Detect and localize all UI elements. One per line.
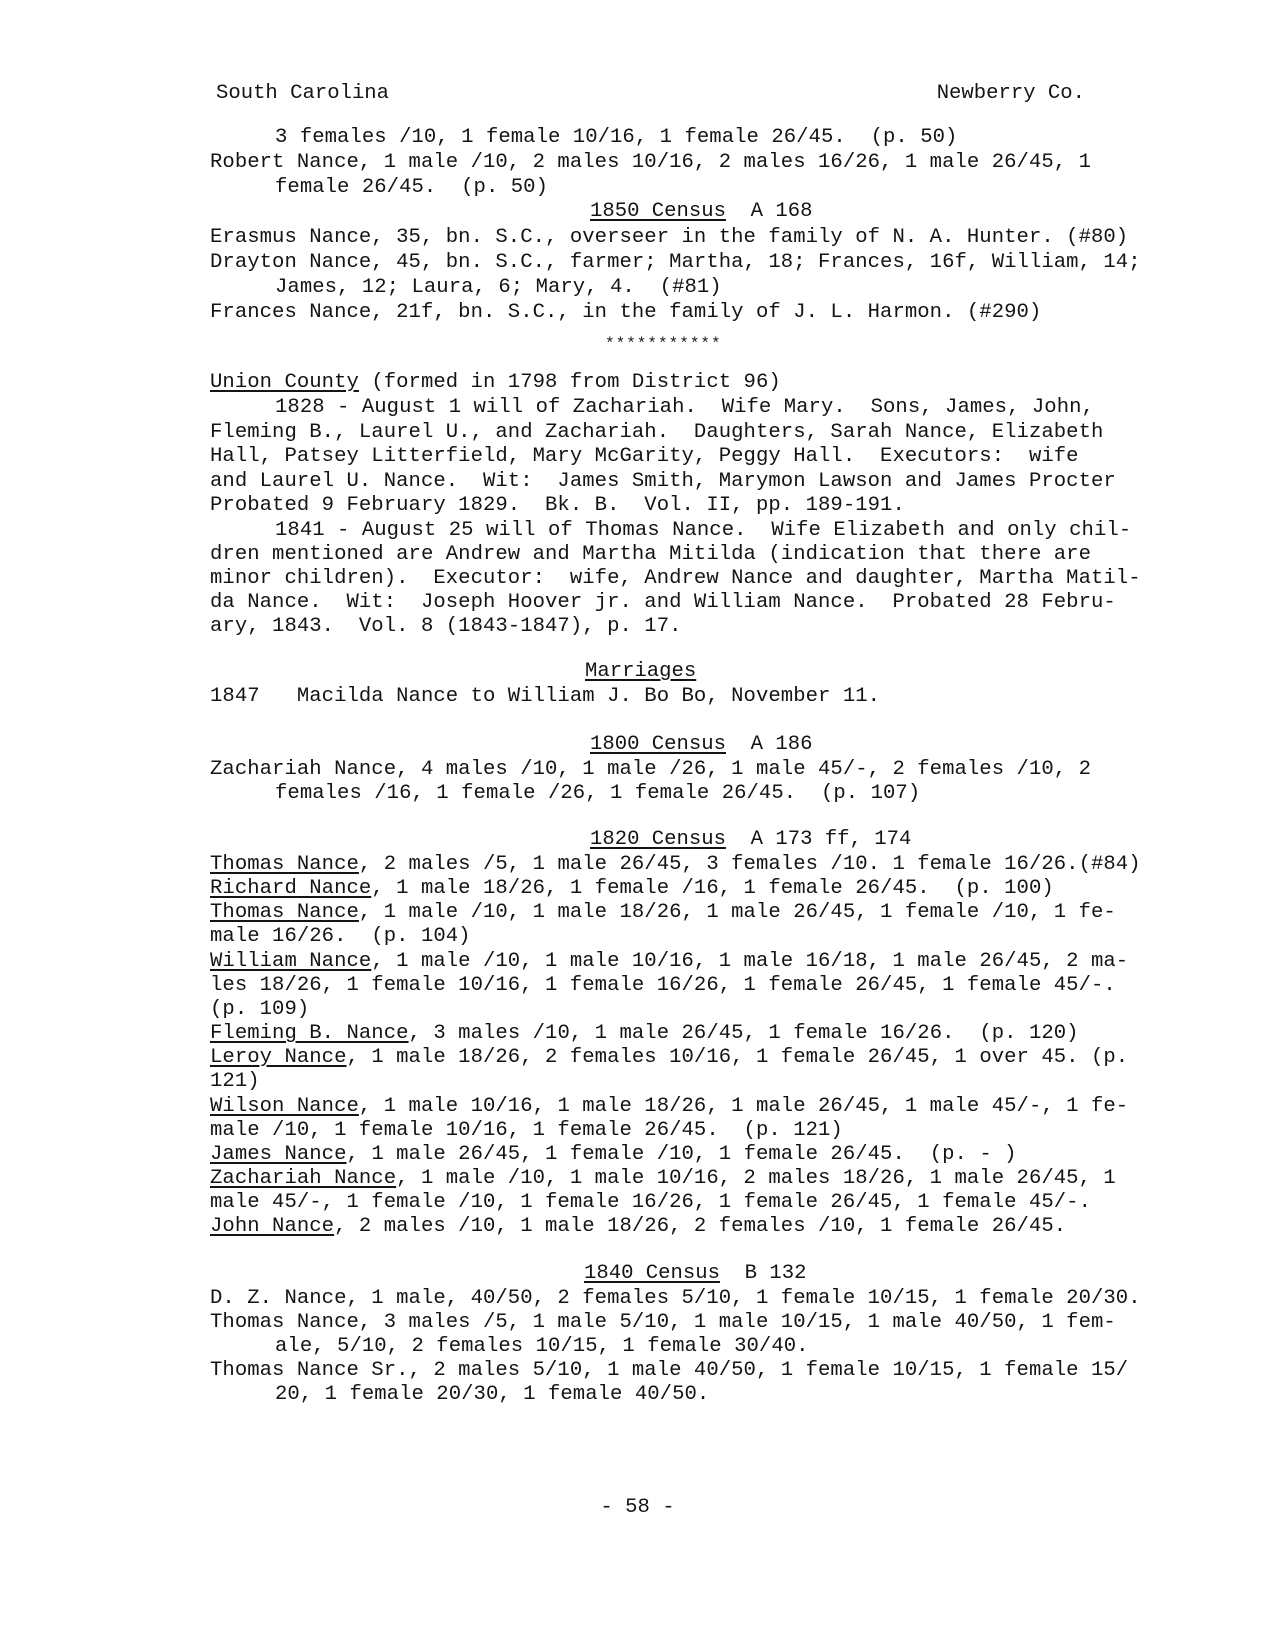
census-entry: [210, 997, 309, 1022]
census-entry: [210, 973, 1116, 998]
text-line: 1841 - August 25 will of Thomas Nance. Wife Elizabeth and only chil-: [275, 519, 1132, 542]
text-line: Frances Nance, 21f, bn. S.C., in the family of J. L. Harmon. (#290): [210, 301, 1042, 324]
entry-name: Fleming B. Nance: [210, 1022, 409, 1045]
census-entry: [210, 1190, 1091, 1215]
entry-detail: 121): [210, 1070, 260, 1093]
text-line: D. Z. Nance, 1 male, 40/50, 2 females 5/10, 1 female 10/15, 1 female 20/30.: [210, 1287, 1141, 1310]
text-line: ale, 5/10, 2 females 10/15, 1 female 30/40.: [275, 1335, 809, 1358]
census-1800-ref: A 186: [750, 733, 813, 756]
entry-name: William Nance: [210, 950, 372, 973]
entry-detail: , 1 male 18/26, 1 female /16, 1 female 26/45. (p. 100): [371, 877, 1054, 900]
union-county-heading: [210, 370, 781, 395]
entry-detail: , 1 male 26/45, 1 female /10, 1 female 26/45. (p. - ): [346, 1143, 1017, 1166]
entry-detail: , 1 male 10/16, 1 male 18/26, 1 male 26/45, 1 male 45/-, 1 fe-: [358, 1095, 1129, 1118]
text-line: 3 females /10, 1 female 10/16, 1 female 26/45. (p. 50): [275, 126, 958, 149]
header-county: Newberry Co.: [936, 82, 1085, 105]
text-line: Drayton Nance, 45, bn. S.C., farmer; Martha, 18; Frances, 16f, William, 14;: [210, 251, 1141, 274]
census-entry: [210, 949, 1128, 974]
text-line: Thomas Nance Sr., 2 males 5/10, 1 male 40/50, 1 female 10/15, 1 female 15/: [210, 1359, 1129, 1382]
census-entry: [210, 1214, 1066, 1239]
census-1840-ref: B 132: [744, 1262, 807, 1285]
entry-detail: , 2 males /10, 1 male 18/26, 2 females /10, 1 female 26/45.: [334, 1215, 1067, 1238]
entry-name: John Nance: [210, 1215, 335, 1238]
census-entry: [210, 1069, 260, 1094]
text-line: ary, 1843. Vol. 8 (1843-1847), p. 17.: [210, 615, 682, 638]
marriages-heading: Marriages: [585, 660, 697, 683]
census-1820-ref: A 173 ff, 174: [750, 828, 912, 851]
text-line: Hall, Patsey Litterfield, Mary McGarity, Peggy Hall. Executors: wife: [210, 445, 1079, 468]
union-county-note: (formed in 1798 from District 96): [358, 371, 781, 394]
entry-name: Thomas Nance: [210, 901, 359, 924]
entry-name: James Nance: [210, 1143, 347, 1166]
header-state: South Carolina: [216, 82, 390, 105]
census-1840-heading: [584, 1262, 806, 1285]
entry-name: Zachariah Nance: [210, 1167, 397, 1190]
text-line: 1828 - August 1 will of Zachariah. Wife Mary. Sons, James, John,: [275, 396, 1094, 419]
census-1820-heading: [590, 828, 911, 851]
entry-name: Richard Nance: [210, 877, 372, 900]
census-entry: [210, 1166, 1116, 1191]
text-line: females /16, 1 female /26, 1 female 26/45. (p. 107): [275, 782, 921, 805]
entry-detail: , 1 male 18/26, 2 females 10/16, 1 female 26/45, 1 over 45. (p.: [346, 1046, 1129, 1069]
union-county-title: Union County: [210, 371, 359, 394]
census-entry: [210, 924, 471, 949]
entry-name: Wilson Nance: [210, 1095, 359, 1118]
entry-detail: male /10, 1 female 10/16, 1 female 26/45. (p. 121): [210, 1119, 843, 1142]
entry-detail: les 18/26, 1 female 10/16, 1 female 16/26, 1 female 26/45, 1 female 45/-.: [210, 974, 1116, 997]
text-line: minor children). Executor: wife, Andrew Nance and daughter, Martha Matil-: [210, 567, 1141, 590]
census-1840-title: 1840 Census: [584, 1262, 720, 1285]
entry-detail: male 45/-, 1 female /10, 1 female 16/26, 1 female 26/45, 1 female 45/-.: [210, 1191, 1091, 1214]
census-entry: [210, 1045, 1128, 1070]
entry-name: Leroy Nance: [210, 1046, 347, 1069]
entry-detail: , 2 males /5, 1 male 26/45, 3 females /10. 1 female 16/26.(#84): [358, 853, 1141, 876]
census-1820-title: 1820 Census: [590, 828, 726, 851]
text-line: Robert Nance, 1 male /10, 2 males 10/16, 2 males 16/26, 1 male 26/45, 1: [210, 151, 1091, 174]
census-1850-heading: [590, 200, 812, 223]
section-divider: ***********: [605, 335, 722, 353]
text-line: and Laurel U. Nance. Wit: James Smith, Marymon Lawson and James Procter: [210, 470, 1116, 493]
entry-detail: , 1 male /10, 1 male 10/16, 2 males 18/26, 1 male 26/45, 1: [396, 1167, 1116, 1190]
entry-detail: , 3 males /10, 1 male 26/45, 1 female 16/26. (p. 120): [408, 1022, 1079, 1045]
entry-name: Thomas Nance: [210, 853, 359, 876]
census-entry: [210, 1094, 1128, 1119]
census-1850-ref: A 168: [750, 200, 813, 223]
text-line: James, 12; Laura, 6; Mary, 4. (#81): [275, 276, 722, 299]
entry-detail: male 16/26. (p. 104): [210, 925, 471, 948]
text-line: Erasmus Nance, 35, bn. S.C., overseer in the family of N. A. Hunter. (#80): [210, 226, 1129, 249]
entry-detail: , 1 male /10, 1 male 18/26, 1 male 26/45, 1 female /10, 1 fe-: [358, 901, 1116, 924]
census-entry: [210, 1021, 1079, 1046]
census-1800-heading: [590, 733, 812, 756]
entry-detail: (p. 109): [210, 998, 310, 1021]
text-line: female 26/45. (p. 50): [275, 176, 548, 199]
census-entry: [210, 1118, 843, 1143]
text-line: 1847 Macilda Nance to William J. Bo Bo, November 11.: [210, 685, 881, 708]
census-entry: [210, 852, 1141, 877]
text-line: Fleming B., Laurel U., and Zachariah. Daughters, Sarah Nance, Elizabeth: [210, 421, 1104, 444]
census-1800-title: 1800 Census: [590, 733, 726, 756]
text-line: dren mentioned are Andrew and Martha Mitilda (indication that there are: [210, 543, 1091, 566]
census-entry: [210, 900, 1116, 925]
census-1850-title: 1850 Census: [590, 200, 726, 223]
census-entry: [210, 876, 1054, 901]
text-line: da Nance. Wit: Joseph Hoover jr. and William Nance. Probated 28 Febru-: [210, 591, 1116, 614]
census-entry: [210, 1142, 1017, 1167]
page-number: - 58 -: [600, 1496, 675, 1519]
text-line: Probated 9 February 1829. Bk. B. Vol. II, pp. 189-191.: [210, 494, 905, 517]
text-line: Zachariah Nance, 4 males /10, 1 male /26, 1 male 45/-, 2 females /10, 2: [210, 758, 1091, 781]
text-line: 20, 1 female 20/30, 1 female 40/50.: [275, 1383, 710, 1406]
text-line: Thomas Nance, 3 males /5, 1 male 5/10, 1 male 10/15, 1 male 40/50, 1 fem-: [210, 1311, 1116, 1334]
entry-detail: , 1 male /10, 1 male 10/16, 1 male 16/18, 1 male 26/45, 2 ma-: [371, 950, 1129, 973]
